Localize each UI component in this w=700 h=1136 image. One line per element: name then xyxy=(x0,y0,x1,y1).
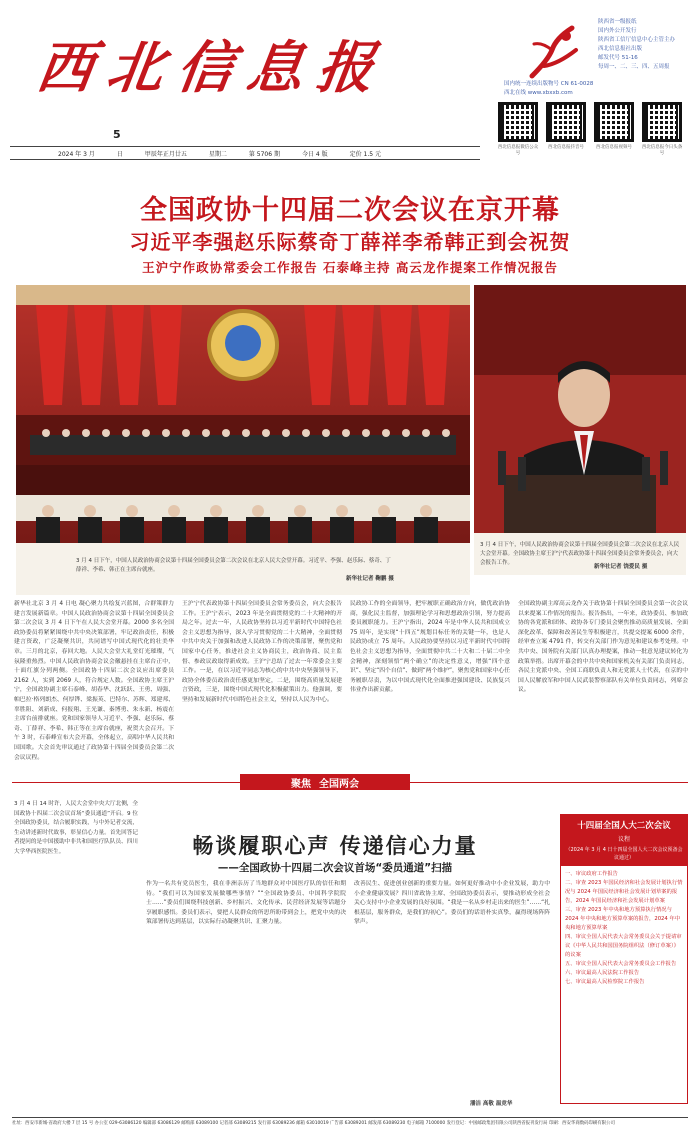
agenda-header xyxy=(561,815,687,866)
qr-code-icon xyxy=(546,102,586,142)
footer-info: 社址：西安市新城·省政府大楼 7 层 15 号 办公室 029-63086120 编辑部 63086129 邮购部 63089100 记者部 63089215 发行部 63089236 邮箱 63010019 广告部 63089201 邮发部 63089230 电子邮箱 7100000 发行登记：中国邮政集团有限公司陕西省报刊发行局 印刷：西安华商数码印刷有限公司 xyxy=(12,1117,688,1129)
agenda-item: 四、审议全国人民代表大会常务委员会关于提请审议《中华人民共和国国务院组织法（修订草案）》的议案 xyxy=(565,934,682,958)
agenda-item: 七、审议最高人民检察院工作报告 xyxy=(565,979,645,985)
speaker-photo xyxy=(474,285,686,575)
masthead xyxy=(10,6,690,158)
focus-tag xyxy=(240,774,410,790)
topic-label: 全国两会 xyxy=(319,778,359,790)
publication-info xyxy=(598,18,690,72)
agenda-item: 六、审议最高人民法院工作报告 xyxy=(565,970,640,976)
dateline-year-month: 2024 年 3 月 xyxy=(58,150,95,158)
dateline-issue: 第 5706 期 xyxy=(248,150,280,158)
photo1-caption: 3 月 4 日下午，中国人民政治协商会议第十四届全国委员会第二次会议在北京人民大会堂开幕。习近平、李强、赵乐际、蔡奇、丁薛祥、李希、韩正在主席台就座。 xyxy=(76,558,391,573)
pub-line: 邮发代号 51-16 xyxy=(598,55,638,61)
dateline-lunar: 甲辰年正月廿五 xyxy=(144,150,187,158)
pub-line: 国内外公开发行 xyxy=(598,28,637,34)
pub-line: 陕西省工信厅信息中心主管主办 xyxy=(598,37,676,43)
sub-article-column-2: 作为一名共有党员医生，我在非洲亲历了当地群众对中国医疗队的信任和期待。“我们可以为国家发展做哪些事情？”“全国政协委员、中国科学院院士……”委员们围绕科技创新、乡村振兴、文化传承、民营经济发展等话题分享履职感悟。委员们表示，要把人民群众的所思所盼带到会上，把党中央的决策部署传达到基层，以实际行动凝聚共识、汇聚力量。 xyxy=(146,881,346,926)
sub-article-lead: 3 月 4 日 14 时许，人民大会堂中央大厅北侧，全国政协十四届二次会议首场“委员通道”开启。9 位全国政协委员，结合履职实践，与中外记者交流，生动讲述新时代故事，彰显信心力量。首先回答记者提问的是中国援助中非共和国医疗队队员、四川大学华西医院医生。 xyxy=(14,801,138,855)
sub-subheadline: ——全国政协十四届二次会议首场“委员通道”扫描 xyxy=(217,862,453,874)
photo1-credit: 新华社记者 鞠鹏 摄 xyxy=(346,576,394,582)
pub-line: 陕西省一级报纸 xyxy=(598,19,637,25)
agenda-sidebar xyxy=(560,814,688,1104)
sub-article-column-3: 改善民生、促进创业创新的重要力量。如何更好推动中小企业发展，助力中小企业健康发展？四川省政协主席、全国政协委员表示，要推动形成全社会关心支持中小企业发展的良好氛围。“我是一名从乡村走出来的医生”……“扎根基层，服务群众，是我们的初心”。委员们的话语朴实真挚，赢得现场阵阵掌声。 xyxy=(354,881,550,926)
qr-code-icon xyxy=(498,102,538,142)
cn-number-line xyxy=(504,80,690,98)
cn-number: 国内统一连续出版物号 CN 61-0028 xyxy=(504,81,594,87)
conference-hall-photo xyxy=(16,285,470,595)
qr-code-icon xyxy=(642,102,682,142)
qr-code-icon xyxy=(594,102,634,142)
qr-label: 西北信息报抖音号 xyxy=(548,145,584,150)
agenda-item: 二、审查 2023 年国民经济和社会发展计划执行情况与 2024 年国民经济和社会发展计划草案的报告，2024 年国民经济和社会发展计划草案 xyxy=(565,880,683,904)
sub-article-byline: 潘洁 高敬 温竞华 xyxy=(470,1101,513,1107)
dateline-weekday: 星期二 xyxy=(208,150,227,158)
section-bar xyxy=(12,774,688,790)
photo2-caption: 3 月 4 日下午，中国人民政治协商会议第十四届全国委员会第二次会议在北京人民大会堂开幕。全国政协主席王沪宁代表政协第十四届全国委员会常务委员会，向大会报告工作。 xyxy=(480,542,680,566)
issue-day: 5 xyxy=(113,128,121,141)
second-headline: 习近平李强赵乐际蔡奇丁薛祥李希韩正到会祝贺 xyxy=(129,230,571,254)
qr-label: 西北信息报今日头条号 xyxy=(641,145,683,156)
dateline-day-label: 日 xyxy=(116,150,123,158)
agenda-list xyxy=(561,866,687,991)
qr-label: 西北信息报视频号 xyxy=(596,145,632,150)
dateline-pages: 今日 4 版 xyxy=(301,150,328,158)
pub-line: 西北信息报社出版 xyxy=(598,46,643,52)
article-column-4: 全国政协副主席高云龙作关于政协第十四届全国委员会第一次会议以来提案工作情况的报告。报告指出，一年来，政协委员、参加政协的各党派和团体、政协各专门委员会聚焦推动高质量发展、全面深化改革、保障和改善民生等积极建言，共提交提案 6000 余件，经审查立案 4791 件，转交有关部门作为意见和建议参考处理。中共中央、国务院有关部门认真办理提案，推动一批意见建议转化为政策举措。出席开幕会的中共中央和国家机关有关部门负责同志，各民主党派中央、全国工商联负责人和无党派人士代表，在京的中国人民解放军和中国人民武装警察部队有关单位负责同志，列席会议。 xyxy=(518,601,688,694)
website-link[interactable]: 西北在线 www.xbxxb.com xyxy=(504,90,573,96)
agenda-item: 一、审议政府工作报告 xyxy=(565,871,618,877)
main-headline: 全国政协十四届二次会议在京开幕 xyxy=(140,195,560,226)
article-column-1: 新华社北京 3 月 4 日电 凝心聚力共绘复兴蓝图，合群策群力建言发展新篇章。中国人民政治协商会议第十四届全国委员会第二次会议 3 月 4 日下午在人民大会堂开幕。2000 多名全国政协委员将紧紧围绕中共中央决策部署，牢记政治责任，积极建言资政，广泛凝聚共识，共同谱写中国式现代化的壮美华章。三月的北京，春回大地。人民大会堂大礼堂灯光璀璨，气氛隆重热烈。中国人民政治协商会议会徽悬挂在主席台正中，十面红旗分列两侧。全国政协十四届二次会议应出席委员 2162 人，实到 2069 人，符合规定人数。全国政协主席王沪宁，全国政协副主席石泰峰、胡春华、沈跃跃、王勇、周强、帕巴拉·格列朗杰、何厚铧、梁振英、巴特尔、苏辉、郑建邦、辜胜阻、刘新成、何报翔、王光谦、秦博勇、朱永新、杨震在主席台前排就座。党和国家领导人习近平、李强、赵乐际、蔡奇、丁薛祥、李希、韩正等在主席台就座，祝贺大会召开。下午 3 时，石泰峰宣布大会开幕，全体起立，高唱中华人民共和国国歌。大会首先审议通过了政协第十四届全国委员会第二次会议议程。 xyxy=(14,601,174,761)
agenda-note: （2024 年 3 月 4 日十四届全国人大二次会议预备会议通过） xyxy=(565,847,683,861)
conference-hall-image xyxy=(16,285,470,595)
dancer-emblem-icon xyxy=(522,20,586,84)
photo2-credit: 新华社记者 饶爱民 摄 xyxy=(594,564,648,570)
dateline-bar xyxy=(10,146,480,160)
pub-line: 每周一、二、三、四、五周报 xyxy=(598,64,670,70)
agenda-title: 十四届全国人大二次会议 xyxy=(577,821,671,831)
newspaper-logo: 西北信息报 xyxy=(32,35,393,101)
sub-headline: 畅谈履职心声 传递信心力量 xyxy=(192,833,478,858)
article-column-3: 民政协工作的全面领导，把牢履职正确政治方向，做优政治协商，强化民主监督，加强理论学习和思想政治引领，努力提高委员履职能力。王沪宁指出，2024 年是中华人民共和国成立 75 周年，是实现“十四五”规划目标任务的关键一年，也是人民政协成立 75 周年。人民政协要坚持以习近平新时代中国特色社会主义思想为指导，全面贯彻中共二十大和二十届二中全会精神，深刻领悟“两个确立”的决定性意义，增强“四个意识”、坚定“四个自信”、做到“两个维护”，聚焦党和国家中心任务履职尽责，为以中国式现代化全面推进强国建设、民族复兴伟业作出新贡献。 xyxy=(350,601,510,694)
third-headline: 王沪宁作政协常委会工作报告 石泰峰主持 高云龙作提案工作情况报告 xyxy=(142,260,558,275)
agenda-item: 五、审议全国人民代表大会常务委员会工作报告 xyxy=(565,961,677,967)
focus-label: 聚焦 xyxy=(291,778,311,790)
agenda-subtitle: 议程 xyxy=(617,836,630,843)
qr-label: 西北信息报微信公众号 xyxy=(497,145,539,156)
speaker-image xyxy=(474,285,686,575)
agenda-item: 三、审查 2023 年中央和地方预算执行情况与 2024 年中央和地方预算草案的报告，2024 年中央和地方预算草案 xyxy=(565,907,681,931)
article-column-2: 王沪宁代表政协第十四届全国委员会常务委员会，向大会报告工作。王沪宁表示，2023 年是全面贯彻党的二十大精神的开局之年。过去一年，人民政协坚持以习近平新时代中国特色社会主义思想为指导，深入学习贯彻党的二十大精神，全面贯彻中共中央关于加强和改进人民政协工作的决策部署，聚焦党和国家中心任务，推进社会主义协商民主，政治协商、民主监督、参政议政取得新成效。王沪宁总结了过去一年常委会主要工作。一是，在以习近平同志为核心的中共中央坚强领导下，政协全体委员政治责任感更加坚定，二是，围绕高质量发展建言资政，三是，围绕中国式现代化积极献策出力。他强调，要坚持和发展新时代中国特色社会主义，坚持以人民为中心。 xyxy=(182,601,342,703)
dateline-price: 定价 1.5 元 xyxy=(349,150,381,158)
